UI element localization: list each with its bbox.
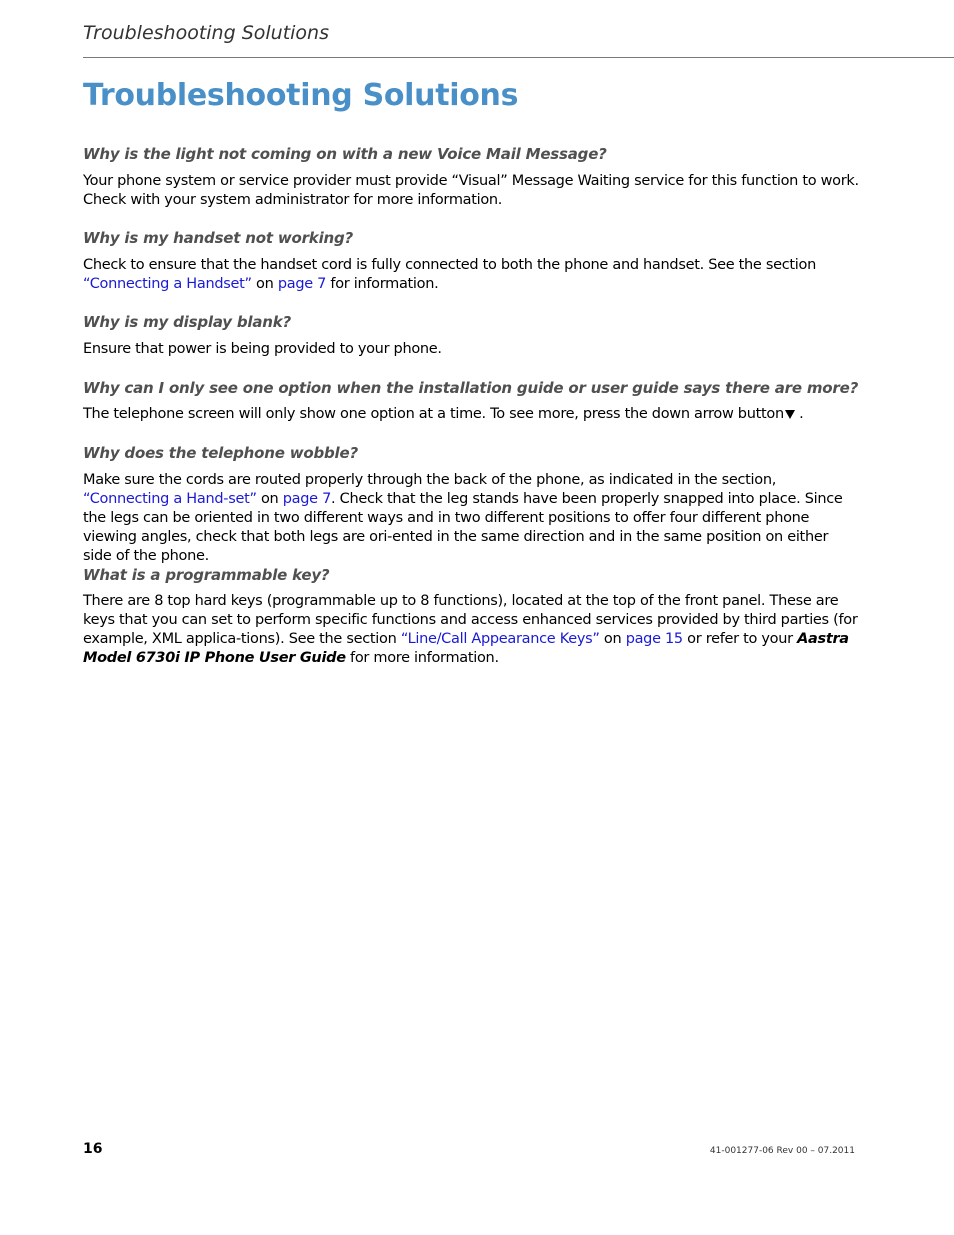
- user-guide-title: Aastra Model 6730i IP Phone User Guide: [83, 631, 849, 666]
- answer-text: Make sure the cords are routed properly through the back of the phone, as indicated in the section,: [83, 472, 777, 488]
- answer-text: There are 8 top hard keys (programmable up to 8 functions), located at the top of the front panel. These are keys that you can set to perform specific functions and access enhanced services provided by third parties (for example, XML applica-tions). See the section: [83, 593, 858, 647]
- faq-answer-wobble: [83, 471, 859, 566]
- answer-text: Check to ensure that the handset cord is fully connected to both the phone and handset. See the section: [83, 257, 816, 273]
- faq-answer-display: Ensure that power is being provided to your phone.: [83, 341, 442, 357]
- page-number: 16: [83, 1141, 103, 1157]
- link-line-call-appearance-keys[interactable]: “Line/Call Appearance Keys”: [400, 631, 600, 647]
- answer-text: for more information.: [345, 650, 499, 666]
- faq-question-options: Why can I only see one option when the installation guide or user guide says there are more?: [83, 379, 859, 397]
- faq-answer-handset: [83, 256, 859, 294]
- answer-text: or refer to your: [682, 631, 798, 647]
- answer-text: on: [256, 491, 283, 507]
- faq-answer-voicemail: Your phone system or service provider must provide “Visual” Message Waiting service for this function to work. Check with your system administrator for more information.: [83, 173, 859, 208]
- faq-question-wobble: Why does the telephone wobble?: [83, 444, 358, 462]
- faq-question-voicemail: Why is the light not coming on with a new Voice Mail Message?: [83, 145, 607, 163]
- link-page-7[interactable]: page 7: [277, 276, 327, 292]
- answer-text: The telephone screen will only show one option at a time. To see more, press the down arrow button: [83, 406, 784, 422]
- answer-text: .: [794, 406, 804, 422]
- link-connecting-handset[interactable]: “Connecting a Hand-set”: [83, 491, 257, 507]
- answer-text: . Check that the leg stands have been properly snapped into place. Since the legs can be oriented in two different ways and in two different positions to offer four different phone viewing angles, check that both legs are ori-ented in the same direction and in the same position on either side of the phone.: [83, 491, 843, 564]
- answer-text: on: [599, 631, 626, 647]
- faq-question-handset: Why is my handset not working?: [83, 229, 354, 247]
- link-page-7[interactable]: page 7: [282, 491, 332, 507]
- answer-text: for information.: [326, 276, 439, 292]
- link-connecting-handset[interactable]: “Connecting a Handset”: [83, 276, 252, 292]
- faq-question-programmable-key: What is a programmable key?: [83, 566, 330, 584]
- faq-answer-options: [83, 405, 859, 424]
- faq-answer-programmable-key: [83, 592, 859, 668]
- page-title: Troubleshooting Solutions: [83, 78, 519, 113]
- running-header: Troubleshooting Solutions: [83, 22, 329, 44]
- faq-question-display: Why is my display blank?: [83, 313, 292, 331]
- link-page-15[interactable]: page 15: [625, 631, 683, 647]
- header-divider: [83, 57, 954, 58]
- answer-text: on: [251, 276, 278, 292]
- document-id: 41-001277-06 Rev 00 – 07.2011: [709, 1146, 855, 1156]
- down-arrow-icon: [785, 410, 795, 419]
